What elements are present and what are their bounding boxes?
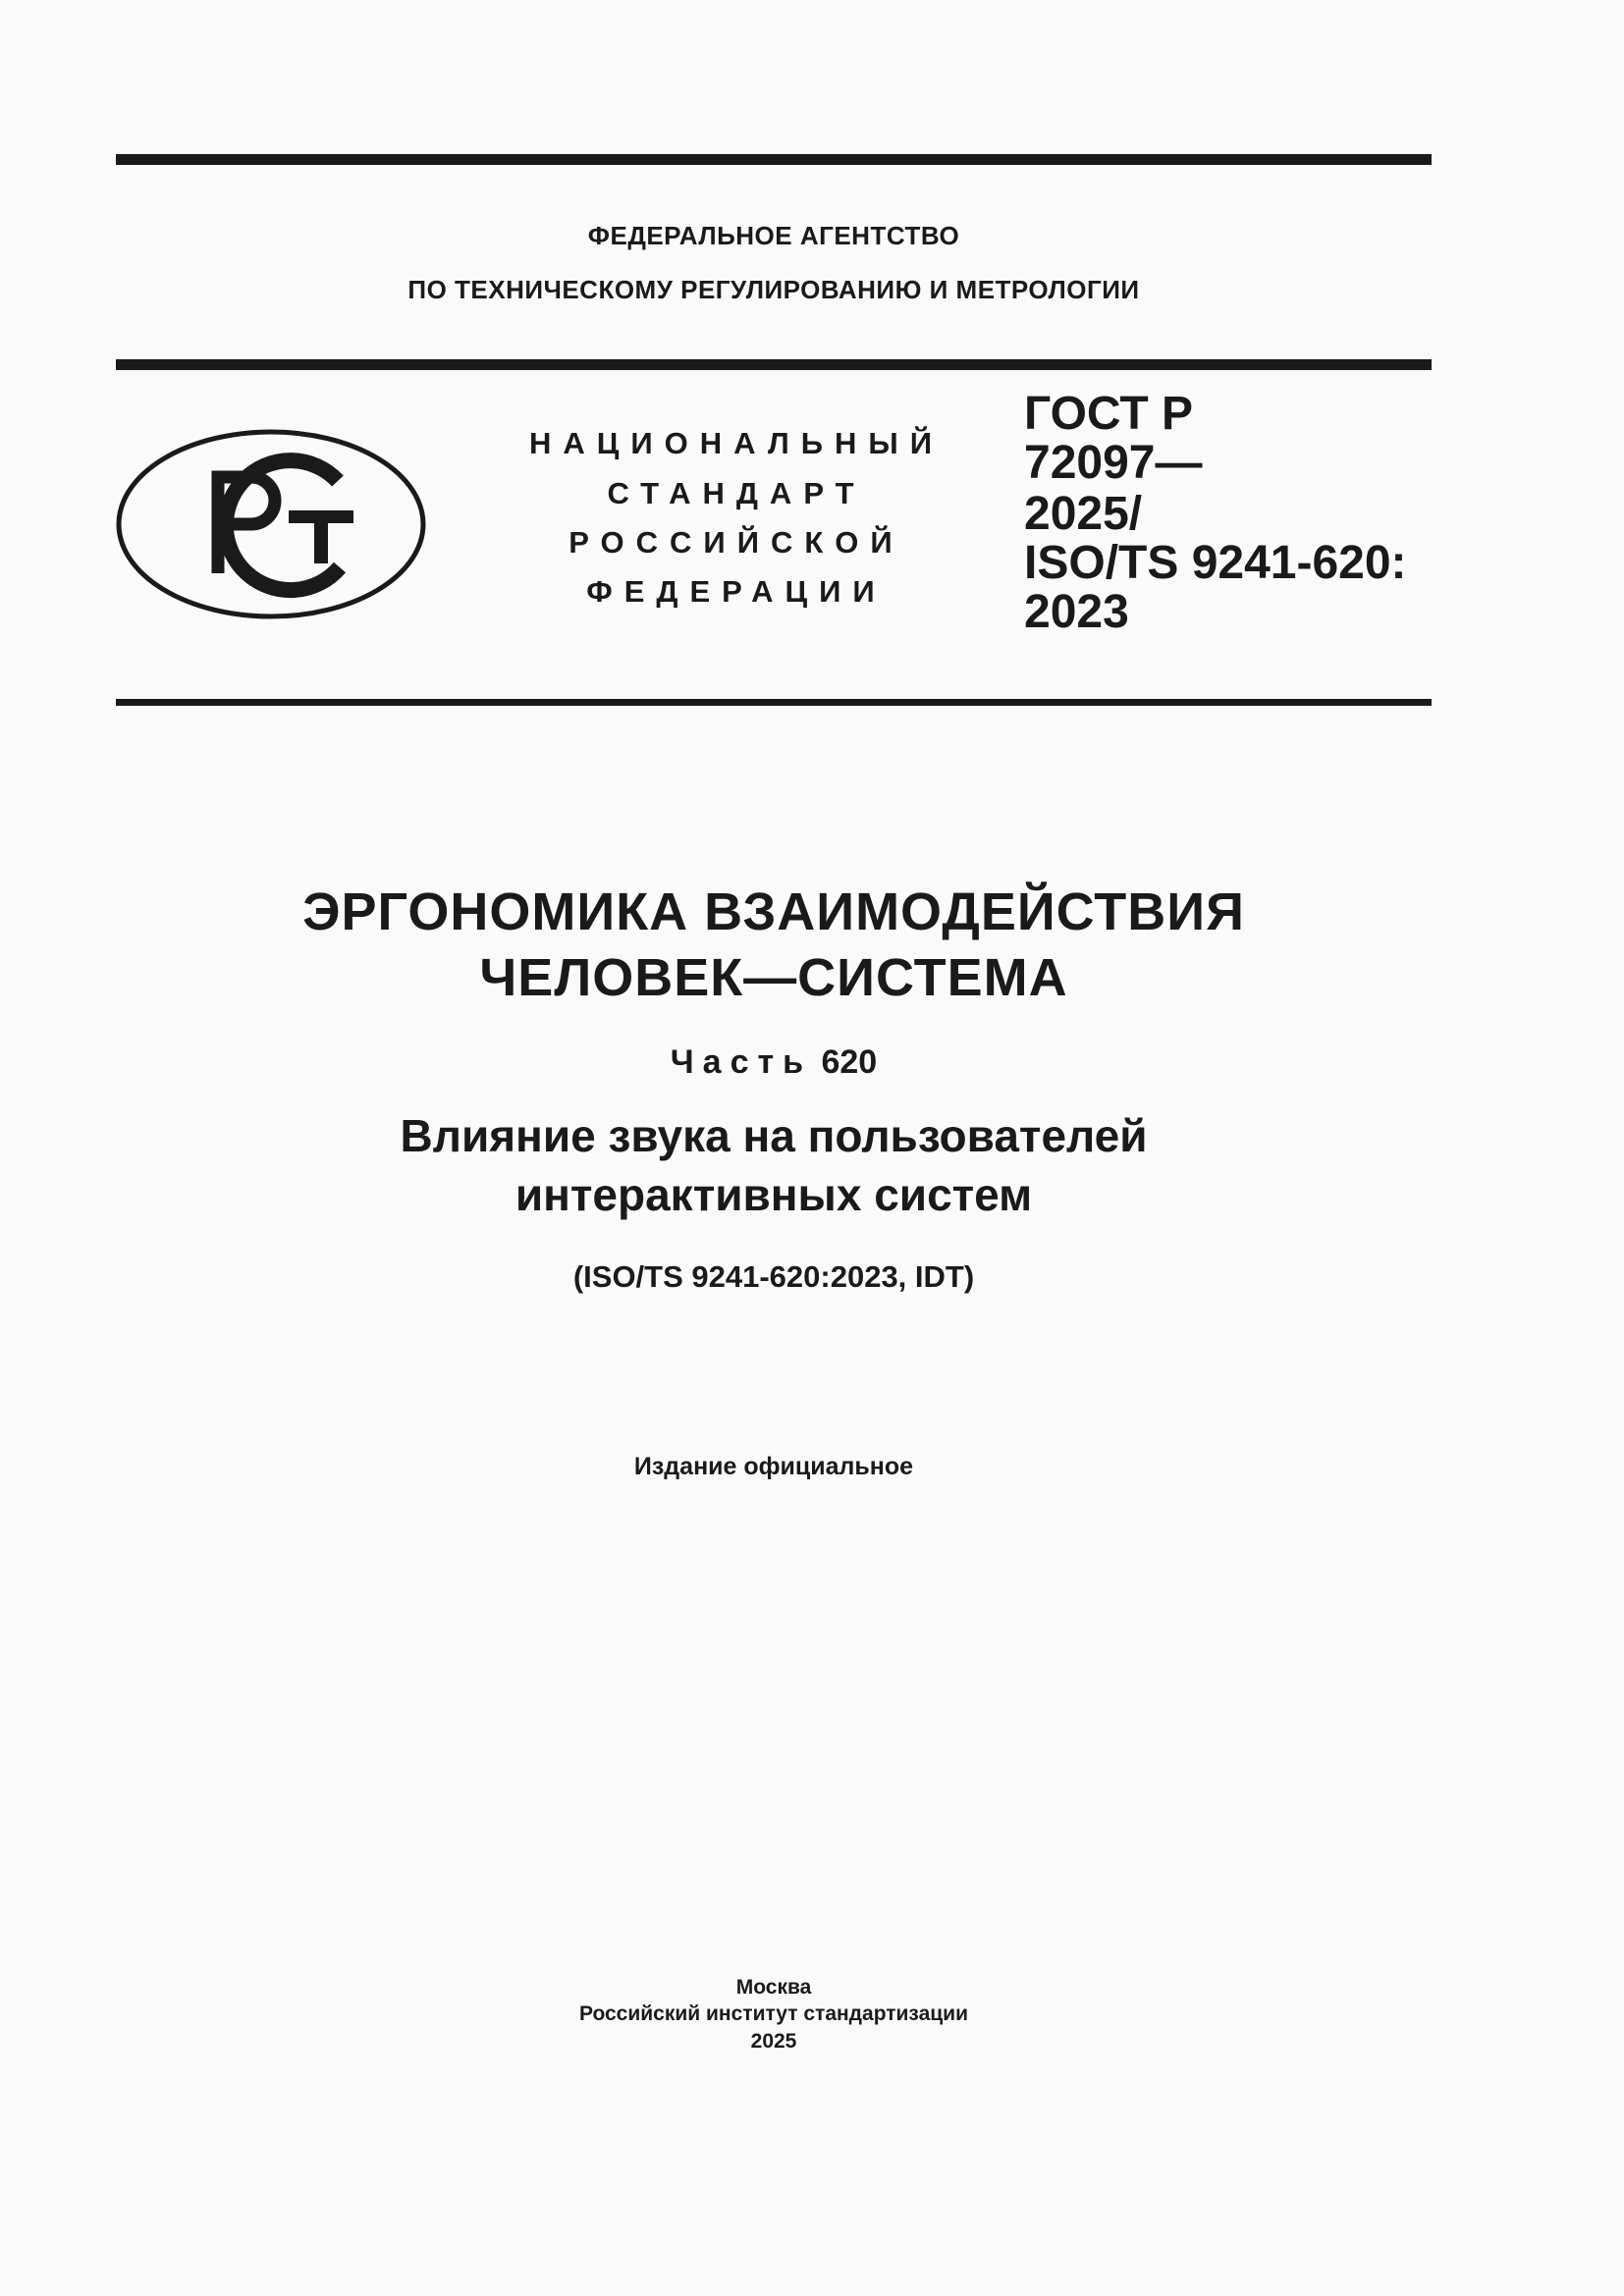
agency-line-2: ПО ТЕХНИЧЕСКОМУ РЕГУЛИРОВАНИЮ И МЕТРОЛОГИИ xyxy=(407,275,1140,304)
rst-emblem-icon xyxy=(116,428,426,620)
middle-rule xyxy=(116,359,1432,370)
imprint-year: 2025 xyxy=(750,2030,797,2053)
part-number: 620 xyxy=(821,1043,878,1081)
agency-line-1: ФЕДЕРАЛЬНОЕ АГЕНТСТВО xyxy=(587,221,960,250)
national-standard-line-1: НАЦИОНАЛЬНЫЙ xyxy=(528,426,945,460)
document-title-line-1: ЭРГОНОМИКА ВЗАИМОДЕЙСТВИЯ xyxy=(302,882,1245,941)
designation-line-1: ГОСТ Р xyxy=(1024,388,1194,440)
document-title-line-2: ЧЕЛОВЕК—СИСТЕМА xyxy=(479,948,1068,1007)
designation-line-5: 2023 xyxy=(1024,586,1129,638)
designation-line-2: 72097— xyxy=(1024,437,1203,489)
national-standard-line-4: ФЕДЕРАЦИИ xyxy=(586,574,887,609)
top-rule xyxy=(116,154,1432,165)
iso-reference: (ISO/TS 9241-620:2023, IDT) xyxy=(572,1259,975,1294)
national-standard-line-2: СТАНДАРТ xyxy=(607,476,866,510)
designation-line-4: ISO/TS 9241-620: xyxy=(1024,537,1407,589)
imprint-city: Москва xyxy=(735,1976,812,1999)
bottom-rule xyxy=(116,699,1432,706)
imprint-publisher: Российский институт стандартизации xyxy=(578,2002,969,2025)
subtitle-line-1: Влияние звука на пользователей xyxy=(400,1110,1148,1161)
subtitle-line-2: интерактивных систем xyxy=(514,1169,1033,1220)
national-standard-line-3: РОССИЙСКОЙ xyxy=(568,525,904,560)
edition-note: Издание официальное xyxy=(633,1453,914,1480)
part-heading xyxy=(116,1043,1432,1082)
part-label: Часть xyxy=(670,1043,813,1081)
designation-line-3: 2025/ xyxy=(1024,488,1143,540)
